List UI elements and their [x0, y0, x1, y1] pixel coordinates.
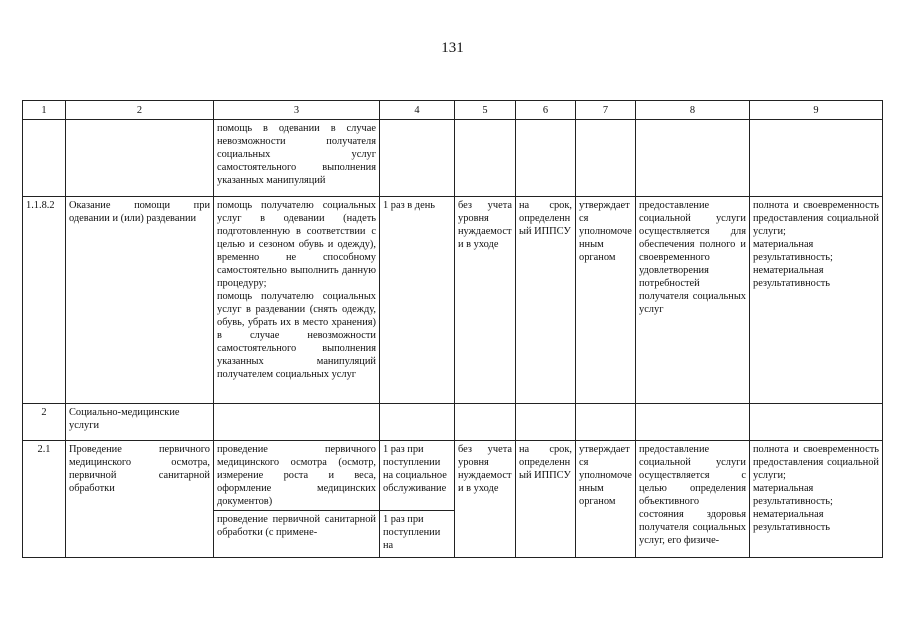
indicator-item: материальная результативность;: [753, 483, 833, 507]
quality-indicators: [750, 197, 883, 404]
quality-indicators: [750, 441, 883, 558]
tariff: утверждается уполномоченным органом: [576, 441, 636, 558]
service-term: на срок, определенный ИППСУ: [516, 197, 576, 404]
indicator-item: нематериальная результативность: [753, 509, 831, 533]
header-cell: 5: [455, 101, 516, 120]
section-row: [23, 404, 883, 441]
indicator-item: полнота и своевременность предоставления социальной услуги;: [753, 200, 879, 237]
table-cell: [750, 404, 883, 441]
header-cell: 2: [66, 101, 214, 120]
service-frequency: 1 раз при поступлении на: [380, 511, 455, 558]
table-cell: [455, 404, 516, 441]
services-table: [22, 100, 883, 558]
service-description: [214, 197, 380, 404]
header-cell: 3: [214, 101, 380, 120]
row-number: 2.1: [23, 441, 66, 558]
service-frequency: 1 раз при поступлении на социальное обслуживание: [380, 441, 455, 511]
service-description: проведение первичной санитарной обработки (с примене-: [214, 511, 380, 558]
service-name: Оказание помощи при одевании и (или) раздевании: [66, 197, 214, 404]
table-cell: [636, 120, 750, 197]
table-cell: [576, 120, 636, 197]
table-cell: [576, 404, 636, 441]
service-description: помощь в одевании в случае невозможности получателя социальных услуг самостоятельного выполнения указанных манипуляций: [214, 120, 380, 197]
service-term: на срок, определенный ИППСУ: [516, 441, 576, 558]
table-cell: [516, 120, 576, 197]
row-number: 1.1.8.2: [23, 197, 66, 404]
indicator-item: нематериальная результативность: [753, 265, 831, 289]
service-name: Проведение первичного медицинского осмотра, первичной санитарной обработки: [66, 441, 214, 558]
header-row: [23, 101, 883, 120]
table-cell: [750, 120, 883, 197]
header-cell: 7: [576, 101, 636, 120]
row-number: 2: [23, 404, 66, 441]
table-cell: [380, 120, 455, 197]
header-cell: 6: [516, 101, 576, 120]
service-frequency: 1 раз в день: [380, 197, 455, 404]
service-conditions: предоставление социальной услуги осуществляется для обеспечения полного и своевременного удовлетворения потребностей получателя социальных услуг: [636, 197, 750, 404]
need-level: без учета уровня нуждаемости в уходе: [455, 197, 516, 404]
table-row: [23, 120, 883, 197]
service-description: проведение первичного медицинского осмотра (осмотр, измерение роста и веса, оформление медицинских документов): [214, 441, 380, 511]
need-level: без учета уровня нуждаемости в уходе: [455, 441, 516, 558]
table-cell: [66, 120, 214, 197]
table-cell: [23, 120, 66, 197]
service-conditions: предоставление социальной услуги осуществляется с целью определения объективного состояния здоровья получателя социальных услуг, его физиче-: [636, 441, 750, 558]
header-cell: 9: [750, 101, 883, 120]
table-cell: [636, 404, 750, 441]
page-number: 131: [441, 40, 464, 56]
table-cell: [455, 120, 516, 197]
header-cell: 8: [636, 101, 750, 120]
table-cell: [380, 404, 455, 441]
indicator-item: материальная результативность;: [753, 239, 833, 263]
table-row: [23, 441, 883, 511]
header-cell: 1: [23, 101, 66, 120]
tariff: утверждается уполномоченным органом: [576, 197, 636, 404]
header-cell: 4: [380, 101, 455, 120]
indicator-item: полнота и своевременность предоставления социальной услуги;: [753, 444, 879, 481]
table-row: [23, 197, 883, 404]
table-cell: [214, 404, 380, 441]
table-cell: [516, 404, 576, 441]
description-part: помощь получателю социальных услуг в одевании (надеть подготовленную в соответствии с целью и сезоном обувь и одежду), временно не способному самостоятельно выполнить данную процедуру;: [217, 200, 376, 289]
section-title: Социально-медицинские услуги: [66, 404, 214, 441]
description-part: помощь получателю социальных услуг в раздевании (снять одежду, обувь, убрать их в место хранения) в случае невозможности самостоятельного выполнения указанных манипуляций получателем социальных услуг: [217, 291, 376, 380]
